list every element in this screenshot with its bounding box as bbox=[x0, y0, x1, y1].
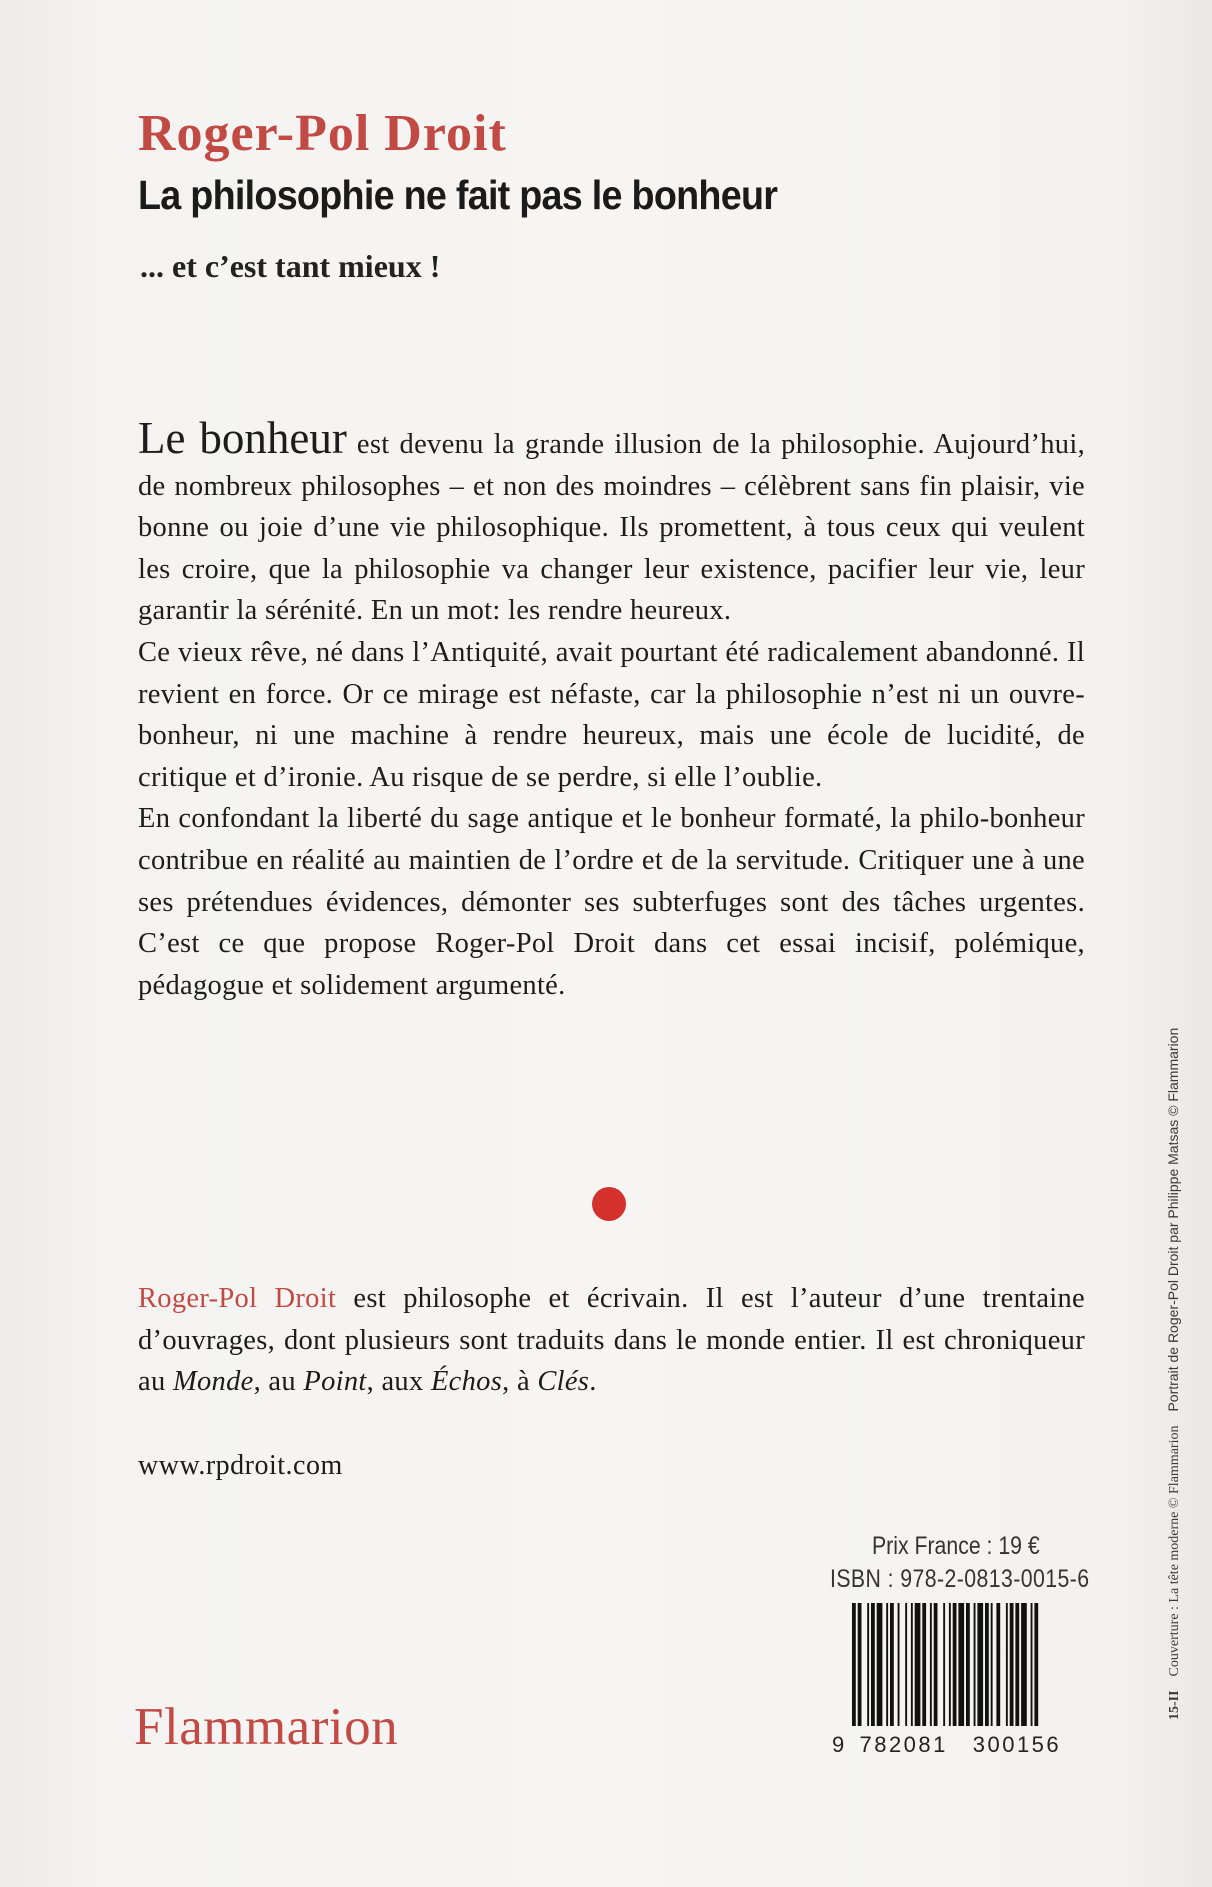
barcode-bar bbox=[886, 1603, 888, 1726]
author-name: Roger-Pol Droit bbox=[138, 105, 507, 162]
blurb-lead: Le bonheur bbox=[138, 413, 347, 463]
side-credit bbox=[1165, 1028, 1183, 1720]
barcode-bar bbox=[974, 1603, 976, 1726]
book-subtitle: ... et c’est tant mieux ! bbox=[140, 248, 441, 284]
barcode-digits bbox=[832, 1732, 1082, 1758]
barcode-bar bbox=[871, 1603, 875, 1726]
barcode-bar bbox=[1034, 1603, 1038, 1726]
barcode-bar bbox=[890, 1603, 894, 1726]
barcode-digit-first: 9 bbox=[832, 1732, 845, 1757]
barcode-bar bbox=[1010, 1603, 1014, 1726]
barcode-bar bbox=[977, 1603, 983, 1726]
barcode-bar bbox=[911, 1603, 913, 1726]
barcode-bar bbox=[958, 1603, 964, 1726]
barcode-bar bbox=[1031, 1603, 1033, 1726]
bio-text: est philosophe et écrivain. Il est l’auteur d’une trentaine d’ouvrages, dont plusieurs sont traduits dans le monde entier. Il est chroniqueur au bbox=[138, 1283, 1086, 1398]
barcode-bar bbox=[898, 1603, 900, 1726]
blurb-paragraph-3: En confondant la liberté du sage antique et le bonheur formaté, la philo-bonheur contribue en réalité au maintien de l’ordre et de la servitude. Critiquer une à une ses prétendues évidences, démonter ses subterfuges sont des tâches urgentes. C’est ce que propose Roger-Pol Droit dans cet essai incisif, polémique, pédagogue et solidement argumenté. bbox=[138, 803, 1085, 1001]
barcode-bar bbox=[991, 1603, 993, 1726]
bio-echos: Échos bbox=[430, 1366, 503, 1398]
barcode bbox=[850, 1603, 1080, 1726]
barcode-bar bbox=[877, 1603, 883, 1726]
barcode-bar bbox=[1021, 1603, 1027, 1726]
barcode-bar bbox=[915, 1603, 921, 1726]
barcode-digits-left: 782081 bbox=[859, 1732, 948, 1757]
side-code: 15-II bbox=[1167, 1690, 1182, 1720]
cover-credit: Couverture : La tête moderne © Flammarion bbox=[1167, 1425, 1182, 1677]
blurb bbox=[138, 413, 1085, 1006]
publisher-logo: Flammarion bbox=[134, 1698, 399, 1756]
author-bio bbox=[138, 1278, 1085, 1403]
barcode-bar bbox=[867, 1603, 869, 1726]
bio-monde: Monde bbox=[172, 1366, 254, 1398]
blurb-paragraph-1 bbox=[138, 413, 1085, 632]
bio-sep: , au bbox=[253, 1366, 304, 1398]
barcode-bar bbox=[996, 1603, 1000, 1726]
barcode-bar bbox=[985, 1603, 989, 1726]
barcode-bar bbox=[934, 1603, 938, 1726]
bio-sep: , aux bbox=[366, 1366, 431, 1398]
book-title: La philosophie ne fait pas le bonheur bbox=[138, 172, 778, 218]
blurb-paragraph-1-text: est devenu la grande illusion de la philosophie. Aujourd’hui, de nombreux philosophes – et non des moindres – célèbrent sans fin plaisir, vie bonne ou joie d’une vie philosophique. Ils promettent, à tous ceux qui veulent les croire, que la philosophie va changer leur existence, pacifier leur vie, leur garantir la sérénité. En un mot: les rendre heureux. bbox=[138, 429, 1085, 627]
bio-sep: , à bbox=[502, 1366, 538, 1398]
bio-end: . bbox=[589, 1366, 597, 1398]
barcode-digits-right: 300156 bbox=[972, 1732, 1062, 1757]
barcode-bar bbox=[949, 1603, 951, 1726]
portrait-credit: Portrait de Roger-Pol Droit par Philippe Matsas © Flammarion bbox=[1165, 1027, 1181, 1412]
blurb-paragraph-2: Ce vieux rêve, né dans l’Antiquité, avait pourtant été radicalement abandonné. Il revient en force. Or ce mirage est néfaste, car la philosophie n’est ni un ouvre-bonheur, ni une machine à rendre heureux, mais une école de lucidité, de critique et d’ironie. Au risque de se perdre, si elle l’oublie. bbox=[138, 636, 1085, 793]
barcode-bar bbox=[852, 1603, 856, 1726]
red-dot-ornament bbox=[592, 1187, 626, 1221]
author-website: www.rpdroit.com bbox=[138, 1450, 343, 1481]
barcode-bar bbox=[1015, 1603, 1019, 1726]
barcode-bar bbox=[943, 1603, 945, 1726]
bio-point: Point bbox=[303, 1366, 367, 1398]
barcode-bar bbox=[930, 1603, 932, 1726]
price-label: Prix France : 19 € bbox=[872, 1532, 1040, 1560]
barcode-bar bbox=[953, 1603, 957, 1726]
bio-author-name: Roger-Pol Droit bbox=[138, 1283, 337, 1314]
barcode-bar bbox=[922, 1603, 926, 1726]
barcode-bar bbox=[966, 1603, 970, 1726]
isbn-label: ISBN : 978-2-0813-0015-6 bbox=[830, 1565, 1090, 1593]
barcode-bar bbox=[858, 1603, 862, 1726]
barcode-bar bbox=[1006, 1603, 1008, 1726]
barcode-bar bbox=[905, 1603, 907, 1726]
bio-cles: Clés bbox=[537, 1366, 590, 1398]
